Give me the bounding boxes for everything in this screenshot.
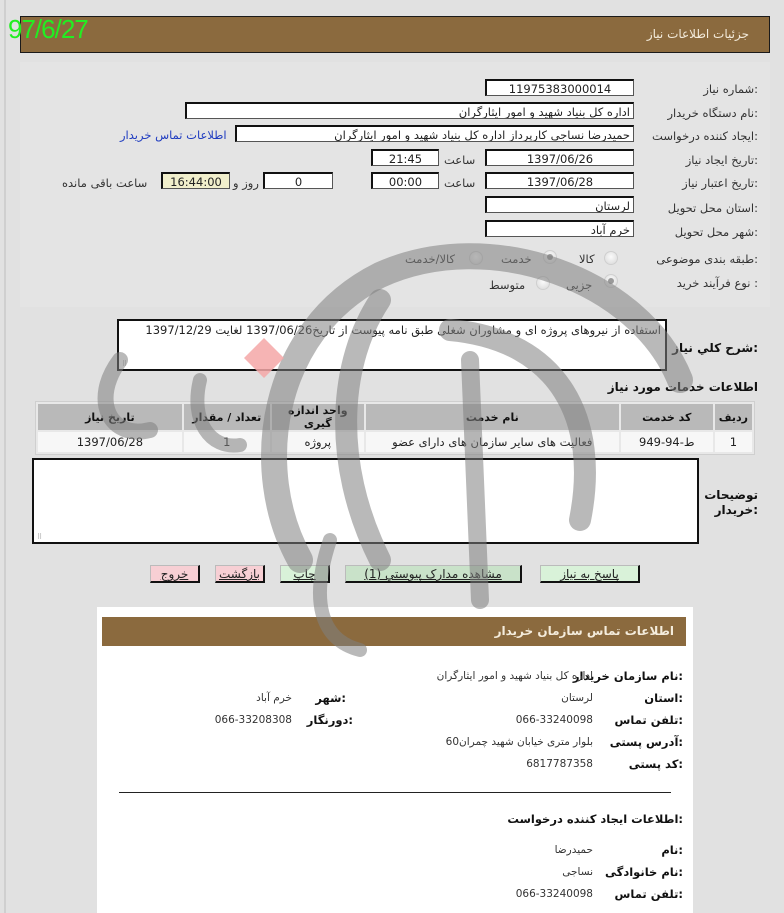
resize-grip-icon[interactable]: ⠿ (122, 360, 128, 368)
page-header (20, 16, 770, 53)
left-border (4, 0, 6, 913)
org-name-value: اداره کل بنیاد شهید و امور ایثارگران (436, 670, 593, 682)
purchase-radio-minor[interactable] (604, 274, 618, 288)
creator-first-name-value: حمیدرضا (554, 844, 593, 856)
org-name-label: نام سازمان خریدار: (572, 669, 683, 683)
contact-card-title: اطلاعات تماس سازمان خریدار (494, 624, 674, 638)
remaining-label: ساعت باقی مانده (62, 176, 148, 190)
contact-province-value: لرستان (561, 692, 593, 704)
buyer-org-field[interactable]: اداره کل بنیاد شهید و امور ایثارگران (185, 102, 634, 119)
creator-last-name-value: نساجی (562, 866, 593, 878)
back-button[interactable]: بازگشت (215, 565, 265, 583)
requester-field[interactable]: حمیدرضا نساجی کارپرداز اداره کل بنیاد شهید و امور ایثارگران (235, 125, 634, 142)
description-textarea[interactable] (117, 319, 667, 371)
created-time-field[interactable]: 21:45 (371, 149, 439, 166)
contact-fax-label: دورنگار: (306, 713, 353, 727)
cell-unit: پروژه (272, 432, 364, 452)
contact-phone-value: 066-33240098 (515, 714, 593, 726)
services-title: اطلاعات خدمات مورد نیاز (607, 380, 758, 394)
buyer-contact-link[interactable]: اطلاعات تماس خریدار (120, 128, 227, 142)
contact-card-header (102, 617, 686, 646)
contact-address-label: آدرس پستی: (609, 735, 683, 749)
province-field[interactable]: لرستان (485, 196, 634, 213)
contact-city-label: شهر: (315, 691, 346, 705)
col-service-code: کد خدمت (621, 404, 713, 430)
purchase-option-medium: متوسط (489, 278, 526, 292)
cell-service-name: فعالیت های سایر سازمان های دارای عضو (366, 432, 619, 452)
page-title: جزئیات اطلاعات نیاز (646, 27, 749, 41)
validity-date-label: تاریخ اعتبار نیاز: (682, 176, 758, 190)
contact-address-value: 60بلوار متری خیابان شهید چمران (445, 736, 593, 748)
purchase-type-label: نوع فرآیند خرید : (676, 276, 758, 290)
category-label: طبقه بندی موضوعی: (656, 252, 758, 266)
postal-code-value: 6817787358 (526, 758, 593, 770)
validity-date-field[interactable]: 1397/06/28 (485, 172, 634, 189)
creator-first-name-label: نام: (661, 843, 683, 857)
requester-label: ایجاد کننده درخواست: (652, 129, 758, 143)
remaining-time-field[interactable]: 16:44:00 (161, 172, 230, 189)
cell-quantity: 1 (184, 432, 270, 452)
city-field[interactable]: خرم آباد (485, 220, 634, 237)
col-quantity: تعداد / مقدار (184, 404, 270, 430)
postal-code-label: کد پستی: (628, 757, 683, 771)
contact-fax-value: 066-33208308 (214, 714, 292, 726)
category-radio-goods[interactable] (604, 251, 618, 265)
overlay-date-stamp: 97/6/27 (8, 14, 88, 44)
buyer-notes-label-2: خریدار: (714, 503, 758, 517)
col-unit: واحد اندازه گیری (272, 404, 364, 430)
created-date-field[interactable]: 1397/06/26 (485, 149, 634, 166)
section-divider (119, 792, 671, 793)
respond-button[interactable]: پاسخ به نیاز (540, 565, 640, 583)
description-text: استفاده از نیروهای پروژه ای و مشاوران شغلی طبق نامه پیوست از تاریخ1397/06/26 لغایت 1397/12/29 (145, 323, 661, 337)
cell-need-date: 1397/06/28 (38, 432, 182, 452)
created-time-label: ساعت (444, 153, 476, 167)
purchase-option-minor: جزیی (566, 278, 593, 292)
buyer-notes-label-1: توضیحات (704, 488, 758, 502)
purchase-radio-medium[interactable] (536, 276, 550, 290)
category-option-goods: کالا (579, 252, 595, 266)
print-button[interactable]: چاپ (280, 565, 330, 583)
buyer-org-label: نام دستگاه خریدار: (667, 106, 758, 120)
services-table (35, 401, 755, 455)
cell-row-number: 1 (715, 432, 752, 452)
category-radio-goods-service[interactable] (469, 251, 483, 265)
contact-city-value: خرم آباد (256, 692, 292, 704)
days-label: روز و (233, 176, 259, 190)
resize-grip-icon[interactable]: ⠿ (37, 533, 43, 541)
province-label: استان محل تحویل: (667, 201, 758, 215)
description-label: شرح کلي نياز: (672, 341, 758, 355)
need-number-label: شماره نیاز: (703, 82, 758, 96)
created-date-label: تاریخ ایجاد نیاز: (685, 153, 758, 167)
cell-service-code: ط-94-949 (621, 432, 713, 452)
creator-last-name-label: نام خانوادگی: (605, 865, 683, 879)
view-attachments-button[interactable]: مشاهده مدارک پیوستي (1) (345, 565, 522, 583)
validity-time-label: ساعت (444, 176, 476, 190)
creator-phone-label: تلفن تماس: (614, 887, 683, 901)
category-option-service: خدمت (501, 252, 532, 266)
buyer-contact-card (97, 607, 693, 913)
validity-time-field[interactable]: 00:00 (371, 172, 439, 189)
need-number-field[interactable]: 11975383000014 (485, 79, 634, 96)
table-row (38, 432, 752, 452)
category-option-goods-service: کالا/خدمت (405, 252, 456, 266)
contact-province-label: استان: (644, 691, 683, 705)
contact-phone-label: تلفن تماس: (614, 713, 683, 727)
col-need-date: تاریخ نیاز (38, 404, 182, 430)
creator-phone-value: 066-33240098 (515, 888, 593, 900)
remaining-days-field[interactable]: 0 (263, 172, 333, 189)
city-label: شهر محل تحویل: (674, 225, 758, 239)
creator-section-title: اطلاعات ایجاد کننده درخواست: (507, 812, 683, 826)
category-radio-service[interactable] (543, 250, 557, 264)
col-service-name: نام خدمت (366, 404, 619, 430)
col-row-number: ردیف (715, 404, 752, 430)
exit-button[interactable]: خروج (150, 565, 200, 583)
buyer-notes-textarea[interactable] (32, 458, 699, 544)
